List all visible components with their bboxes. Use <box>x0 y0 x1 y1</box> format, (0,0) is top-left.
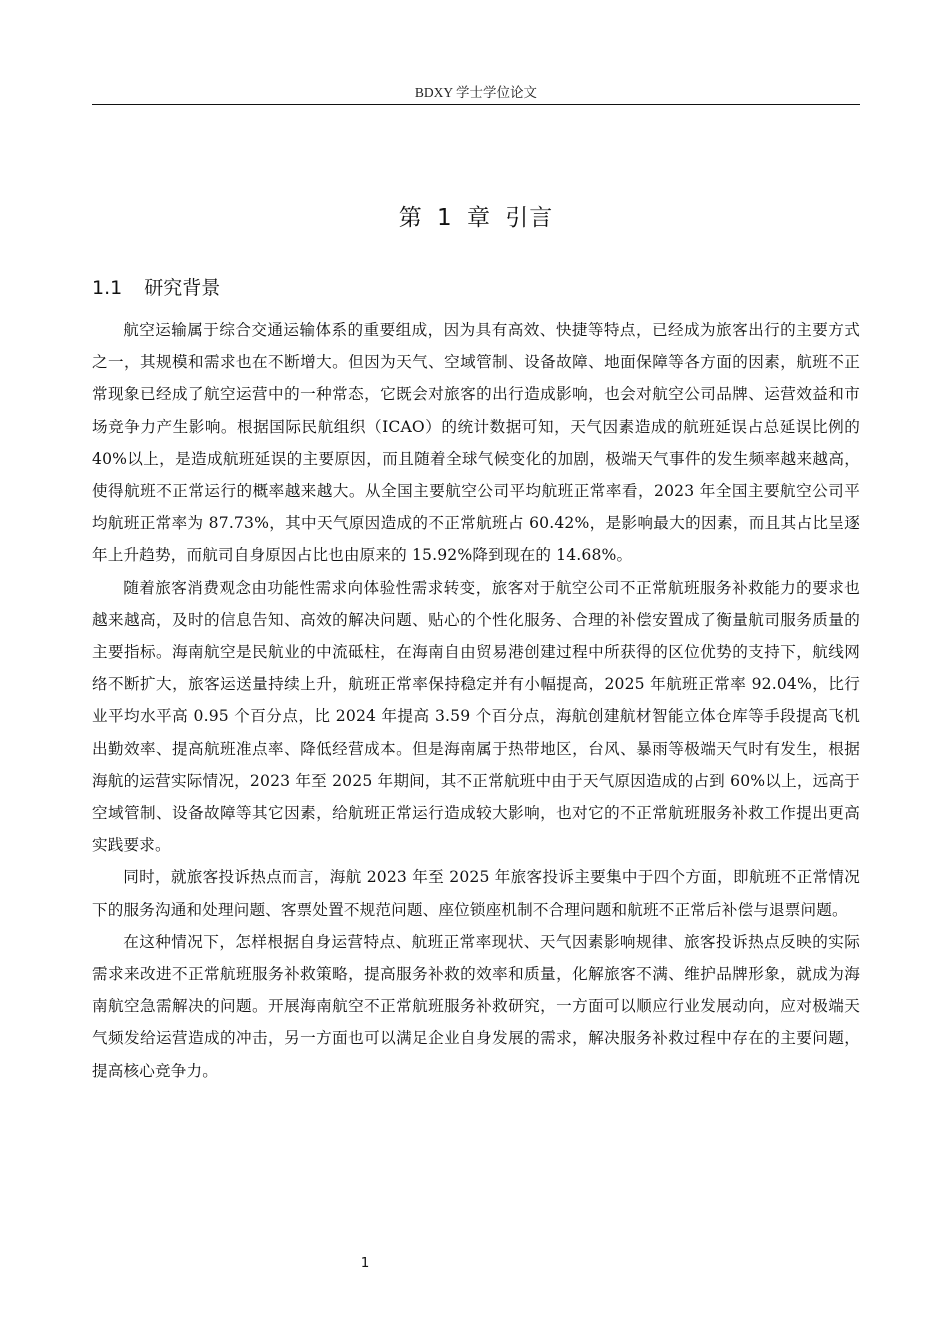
page-number: 1 <box>360 1255 370 1271</box>
paragraph: 随着旅客消费观念由功能性需求向体验性需求转变，旅客对于航空公司不正常航班服务补救能力的要求也越来越高，及时的信息告知、高效的解决问题、贴心的个性化服务、合理的补偿安置成了衡量航司服务质量的主要指标。海南航空是民航业的中流砥柱，在海南自由贸易港创建过程中所获得的区位优势的支持下，航线网络不断扩大，旅客运送量持续上升，航班正常率保持稳定并有小幅提高，2025 年航班正常率 92.04%，比行业平均水平高 0.95 个百分点，比 2024 年提高 3.59 个百分点，海航创建航材智能立体仓库等手段提高飞机出勤效率、提高航班准点率、降低经营成本。但是海南属于热带地区，台风、暴雨等极端天气时有发生，根据海航的运营实际情况，2023 年至 2025 年期间，其不正常航班中由于天气原因造成的占到 60%以上，远高于空域管制、设备故障等其它因素，给航班正常运行造成较大影响，也对它的不正常航班服务补救工作提出更高实践要求。 <box>92 578 860 855</box>
header-rule <box>92 104 860 105</box>
section-heading <box>92 273 220 303</box>
paragraph: 航空运输属于综合交通运输体系的重要组成，因为具有高效、快捷等特点，已经成为旅客出行的主要方式之一，其规模和需求也在不断增大。但因为天气、空域管制、设备故障、地面保障等各方面的因素，航班不正常现象已经成了航空运营中的一种常态，它既会对旅客的出行造成影响，也会对航空公司品牌、运营效益和市场竞争力产生影响。根据国际民航组织（ICAO）的统计数据可知，天气因素造成的航班延误占总延误比例的 40%以上，是造成航班延误的主要原因，而且随着全球气候变化的加剧，极端天气事件的发生频率越来越高，使得航班不正常运行的概率越来越大。从全国主要航空公司平均航班正常率看，2023 年全国主要航空公司平均航班正常率为 87.73%，其中天气原因造成的不正常航班占 60.42%，是影响最大的因素，而且其占比呈逐年上升趋势，而航司自身原因占比也由原来的 15.92%降到现在的 14.68%。 <box>92 321 860 565</box>
section-title: 研究背景 <box>144 277 221 299</box>
paragraph: 在这种情况下，怎样根据自身运营特点、航班正常率现状、天气因素影响规律、旅客投诉热点反映的实际需求来改进不正常航班服务补救策略，提高服务补救的效率和质量，化解旅客不满、维护品牌形象，就成为海南航空急需解决的问题。开展海南航空不正常航班服务补救研究，一方面可以顺应行业发展动向，应对极端天气频发给运营造成的冲击，另一方面也可以满足企业自身发展的需求，解决服务补救过程中存在的主要问题，提高核心竞争力。 <box>92 932 860 1080</box>
section-number: 1.1 <box>92 277 123 299</box>
body-text <box>92 314 860 1087</box>
chapter-title: 第 1 章 引言 <box>398 205 554 231</box>
running-header: BDXY 学士学位论文 <box>414 85 538 100</box>
paragraph: 同时，就旅客投诉热点而言，海航 2023 年至 2025 年旅客投诉主要集中于四个方面，即航班不正常情况下的服务沟通和处理问题、客票处置不规范问题、座位锁座机制不合理问题和航班不正常后补偿与退票问题。 <box>92 868 860 919</box>
